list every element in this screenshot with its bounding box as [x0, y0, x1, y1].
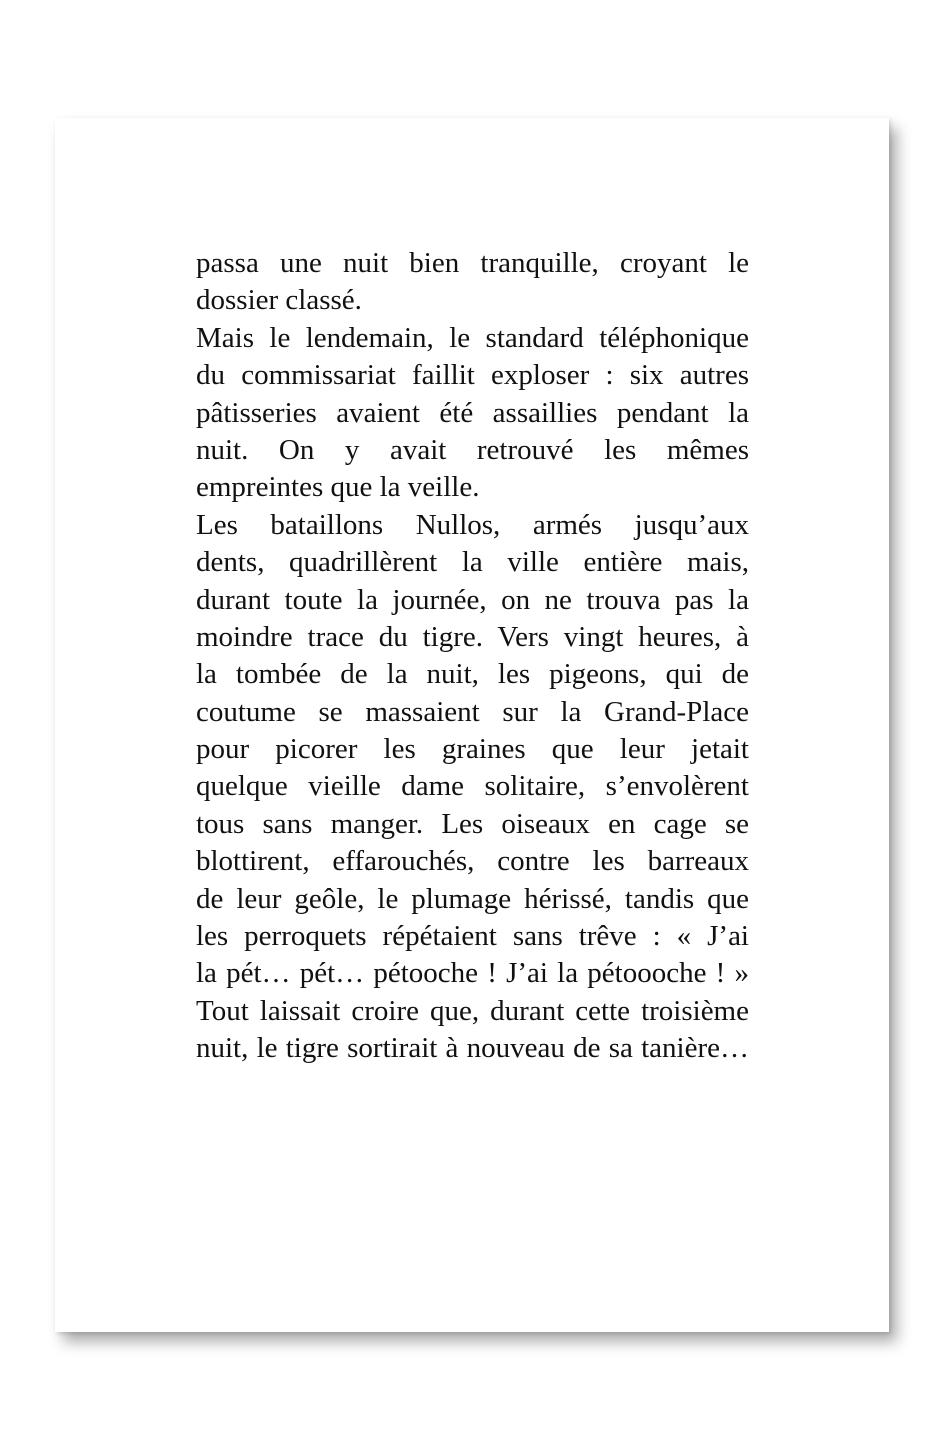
text-line: Mais le lendemain, le standard téléphonique: [196, 321, 749, 354]
text-line: la tombée de la nuit, les pigeons, qui de: [196, 658, 749, 691]
text-line: Les bataillons Nullos, armés jusqu’aux: [196, 508, 749, 541]
text-line: pour picorer les graines que leur jetait: [196, 733, 749, 766]
text-line: moindre trace du tigre. Vers vingt heures, à: [196, 620, 749, 653]
text-line: Tout laissait croire que, durant cette troisième: [196, 994, 749, 1027]
book-page: [55, 118, 889, 1332]
text-line: durant toute la journée, on ne trouva pas la: [196, 583, 749, 616]
text-line: tous sans manger. Les oiseaux en cage se: [196, 807, 749, 840]
text-line: la pét… pét… pétooche ! J’ai la pétoooche ! »: [196, 957, 749, 990]
text-line: passa une nuit bien tranquille, croyant le: [196, 247, 749, 279]
text-line: nuit, le tigre sortirait à nouveau de sa tanière…: [196, 1032, 749, 1065]
text-line: dents, quadrillèrent la ville entière mais,: [196, 546, 749, 579]
text-line: blottirent, effarouchés, contre les barreaux: [196, 845, 749, 878]
page-body-text: [196, 245, 749, 1068]
text-line: coutume se massaient sur la Grand-Place: [196, 695, 749, 728]
text-line: de leur geôle, le plumage hérissé, tandis que: [196, 882, 749, 915]
text-line: quelque vieille dame solitaire, s’envolèrent: [196, 770, 749, 803]
text-line: dossier classé.: [196, 284, 362, 317]
text-line: du commissariat faillit exploser : six autres: [196, 359, 749, 392]
text-line: nuit. On y avait retrouvé les mêmes: [196, 433, 749, 466]
text-line: empreintes que la veille.: [196, 471, 480, 504]
text-line: les perroquets répétaient sans trêve : « J’ai: [196, 920, 749, 953]
text-line: pâtisseries avaient été assaillies pendant la: [196, 396, 749, 429]
